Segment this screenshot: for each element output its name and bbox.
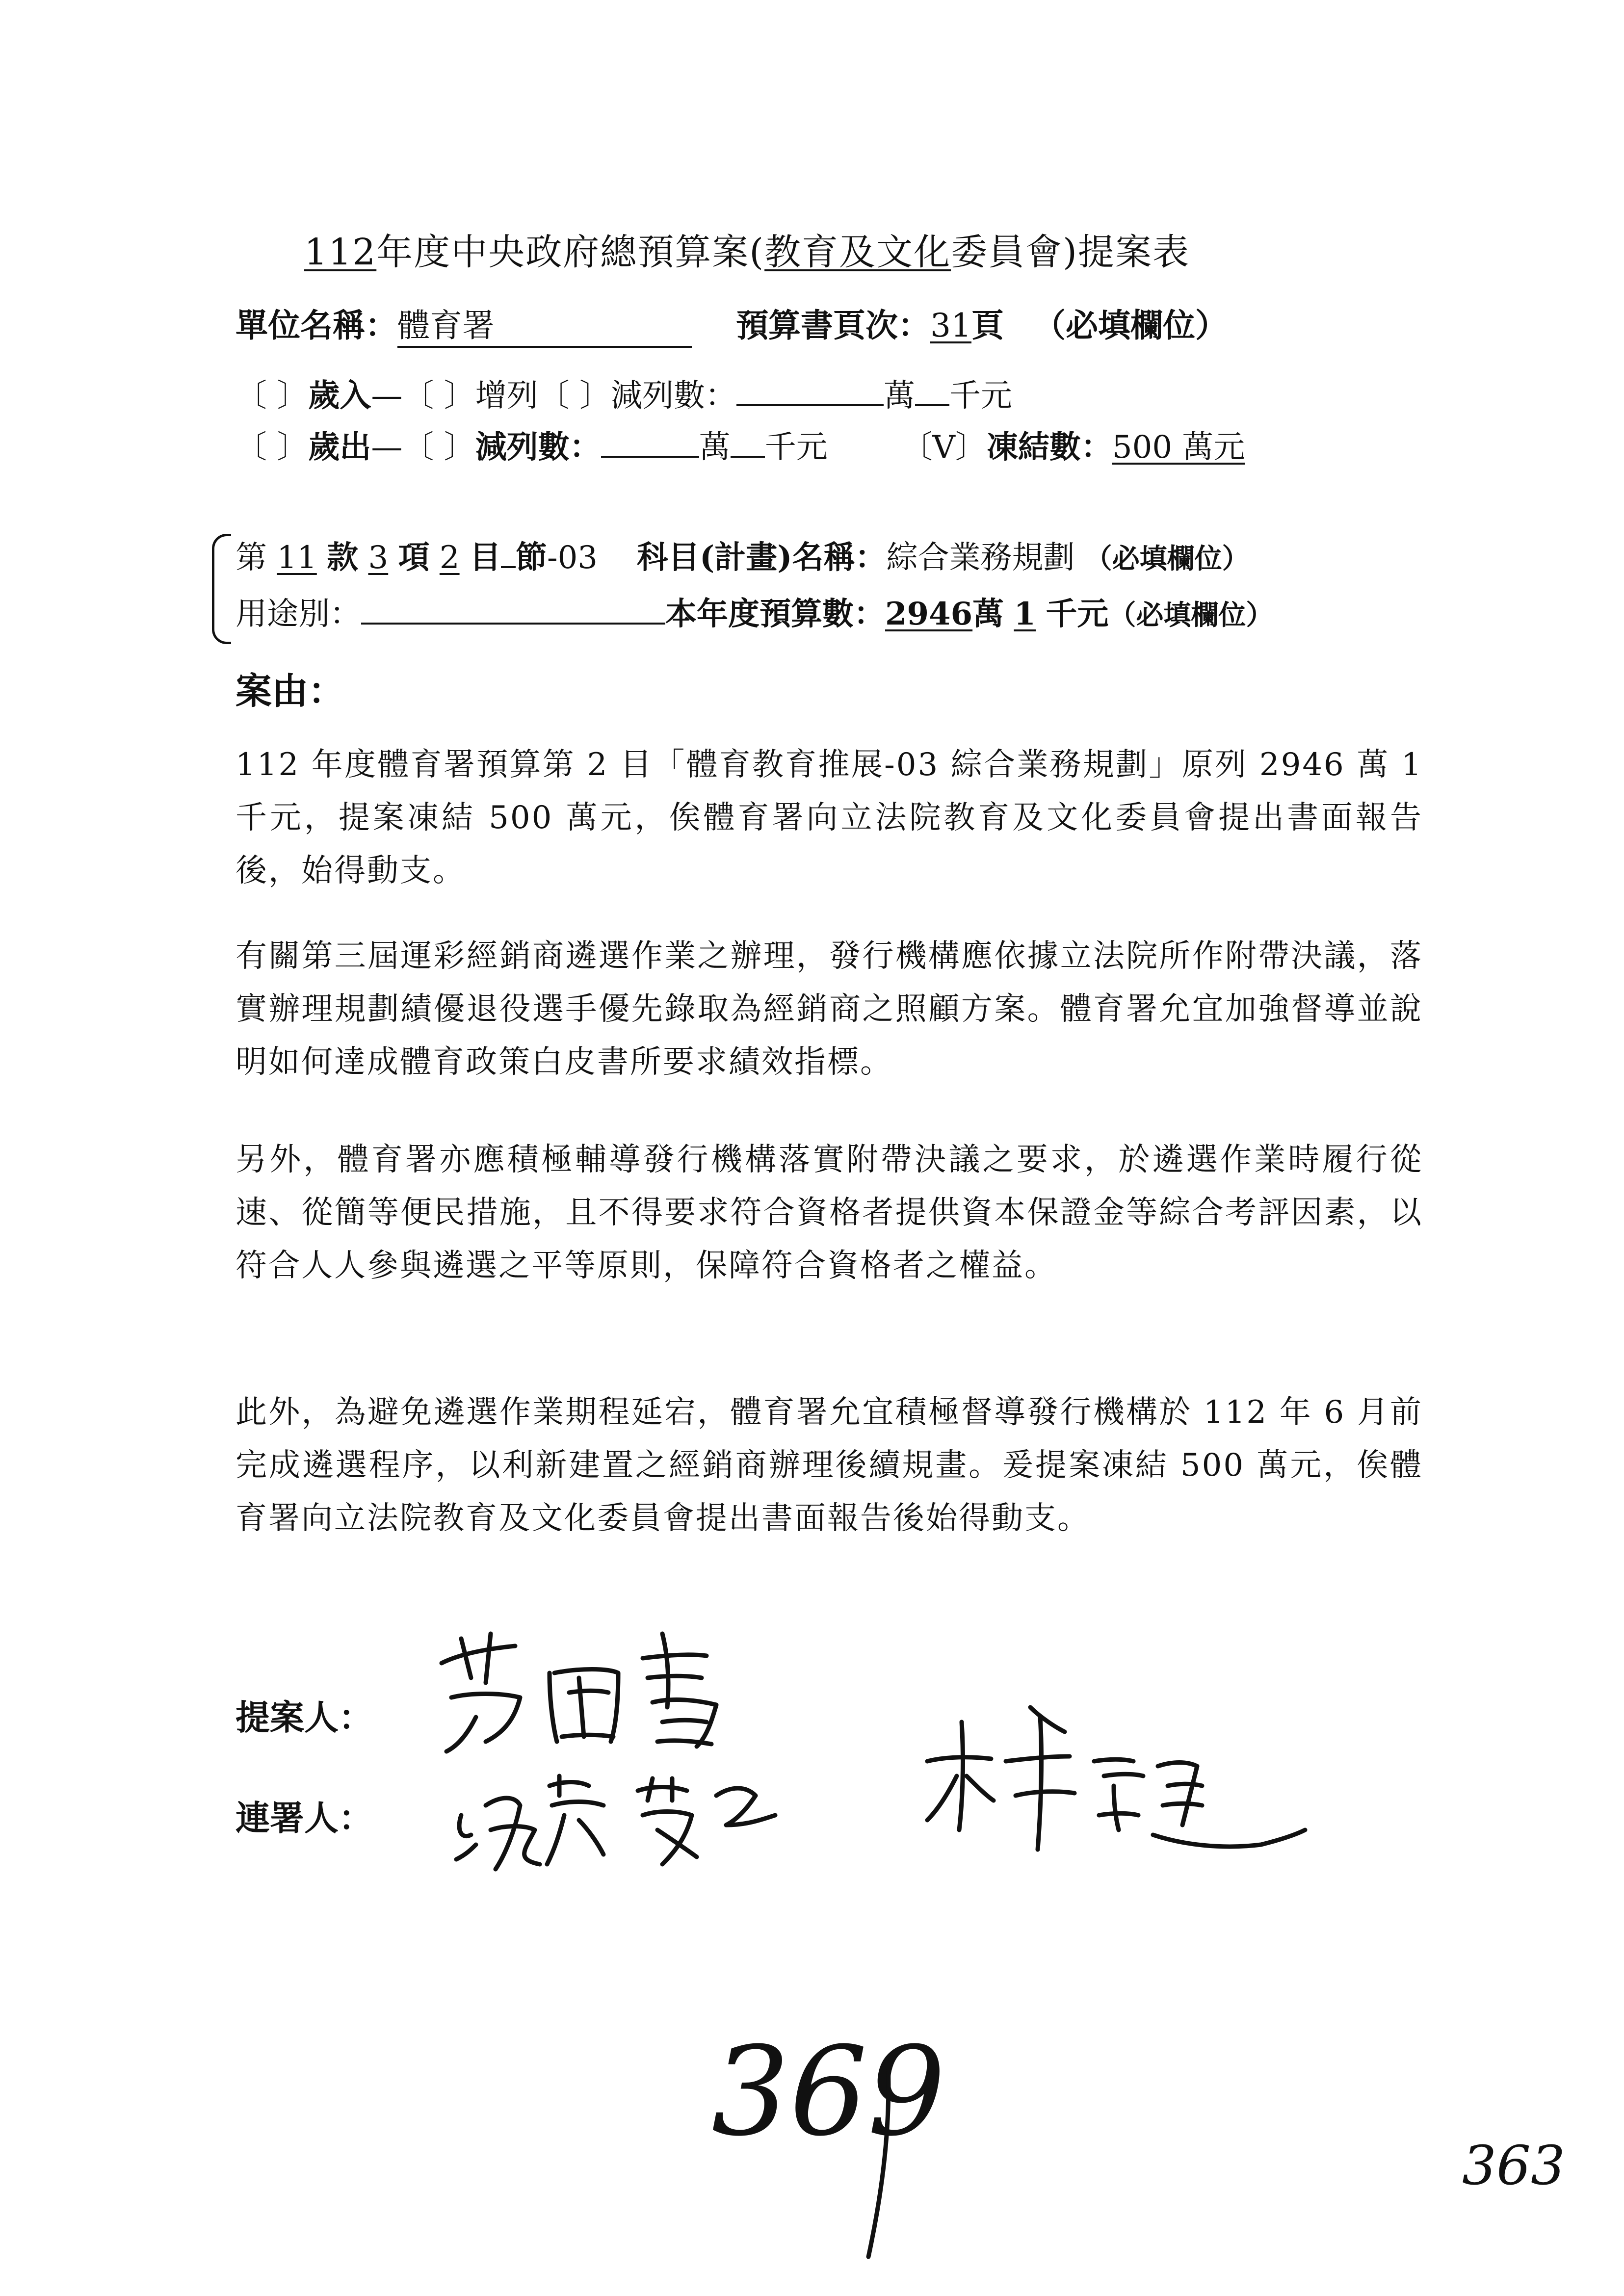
document-title — [304, 223, 1190, 275]
decrease-label: 減列數： — [611, 378, 737, 414]
usage-blank — [361, 591, 665, 625]
expense-label: 歲出 — [308, 429, 371, 466]
title-year: 112 — [304, 231, 377, 273]
cosigner-signature-2 — [908, 1688, 1325, 1894]
required-note: （必填欄位） — [1033, 306, 1228, 344]
budget-required: （必填欄位） — [1108, 599, 1274, 631]
reason-heading: 案由： — [236, 670, 344, 712]
paragraph-1: 112 年度體育署預算第 2 目「體育教育推展-03 綜合業務規劃」原列 2946 萬 1 千元，提案凍結 500 萬元，俟體育署向立法院教育及文化委員會提出書面報告後，始得動支。 — [236, 747, 1423, 889]
revenue-wan-blank — [736, 373, 884, 406]
mu-label: 目 — [469, 539, 501, 576]
title-committee: 教育及文化 — [764, 231, 951, 273]
revenue-wan: 萬 — [884, 378, 916, 414]
page-value: 31 — [930, 307, 971, 344]
expense-wan: 萬 — [699, 429, 731, 466]
page-unit: 頁 — [971, 306, 1004, 344]
svg-text:369: 369 — [711, 2020, 946, 2163]
increase-label: 增列 — [475, 378, 538, 414]
expense-bracket: 〔 〕 — [236, 429, 309, 466]
expense-qian-blank — [731, 424, 765, 458]
expense-decrease-bracket: 〔 〕 — [402, 429, 475, 466]
revenue-qian: 千元 — [949, 378, 1013, 414]
item-line — [236, 532, 1250, 577]
xiang-label: 項 — [398, 539, 430, 576]
unit-line — [236, 299, 1228, 348]
item-bracket — [212, 534, 231, 644]
budget-qian-value: 1 — [1014, 596, 1036, 632]
subject-required: （必填欄位） — [1084, 543, 1250, 575]
freeze-value: 500 萬元 — [1112, 429, 1245, 466]
kuan-value: 11 — [277, 540, 317, 576]
budget-wan-value: 2946 — [885, 596, 973, 632]
budget-qian: 千元 — [1046, 596, 1109, 632]
subject-label: 科目(計畫)名稱： — [637, 539, 887, 576]
increase-bracket: 〔 〕 — [402, 378, 475, 414]
expense-decrease-label: 減列數： — [475, 429, 601, 466]
usage-label: 用途別： — [236, 596, 361, 632]
title-part1: 年度中央政府總預算案( — [376, 231, 765, 273]
expense-dash: — — [371, 429, 403, 466]
proposer-label: 提案人： — [236, 1697, 373, 1738]
mu-value: 2 — [439, 540, 460, 576]
revenue-line — [236, 370, 1012, 416]
paragraph-2: 有關第三屆運彩經銷商遴選作業之辦理，發行機構應依據立法院所作附帶決議，落實辦理規劃績優退役選手優先錄取為經銷商之照顧方案。體育署允宜加強督導並說明如何達成體育政策白皮書所要求績效指標。 — [236, 938, 1423, 1080]
xiang-value: 3 — [368, 540, 389, 576]
budget-label: 本年度預算數： — [665, 596, 885, 632]
handwritten-page-number — [707, 2002, 946, 2276]
revenue-dash: — — [371, 378, 403, 414]
paragraph-3: 另外，體育署亦應積極輔導發行機構落實附帶決議之要求，於遴選作業時履行從速、從簡等便民措施，且不得要求符合資格者提供資本保證金等綜合考評因素，以符合人人參與遴選之平等原則，保障符合資格者之權益。 — [236, 1142, 1423, 1284]
decrease-bracket: 〔 〕 — [538, 378, 611, 414]
kuan-prefix: 第 — [236, 540, 267, 576]
usage-line — [236, 589, 1273, 634]
revenue-qian-blank — [915, 373, 949, 406]
freeze-bracket: 〔V〕 — [901, 429, 987, 466]
title-part2: 委員會)提案表 — [951, 231, 1190, 273]
freeze-label: 凍結數： — [986, 429, 1112, 466]
subject-value: 綜合業務規劃 — [886, 540, 1075, 576]
unit-value: 體育署 — [397, 299, 692, 348]
budget-wan: 萬 — [972, 596, 1004, 632]
cosigner-signature-1 — [442, 1732, 883, 1889]
cosigner-label: 連署人： — [236, 1798, 373, 1838]
unit-label: 單位名稱： — [236, 306, 397, 344]
revenue-bracket: 〔 〕 — [236, 378, 309, 414]
jie-label: 節 — [515, 539, 547, 576]
expense-qian: 千元 — [764, 429, 828, 466]
jie-blank — [501, 535, 516, 568]
expense-line — [236, 422, 1245, 467]
jie-value: -03 — [547, 540, 598, 576]
revenue-label: 歲入 — [308, 377, 371, 414]
page-label: 預算書頁次： — [736, 306, 930, 344]
corner-page-number: 363 — [1462, 2134, 1565, 2197]
expense-wan-blank — [601, 424, 699, 458]
paragraph-4: 此外，為避免遴選作業期程延宕，體育署允宜積極督導發行機構於 112 年 6 月前完成遴選程序，以利新建置之經銷商辦理後續規畫。爰提案凍結 500 萬元，俟體育署向立法院教育及文化委員會提出書面報告後始得動支。 — [236, 1394, 1423, 1537]
kuan-label: 款 — [327, 539, 359, 576]
